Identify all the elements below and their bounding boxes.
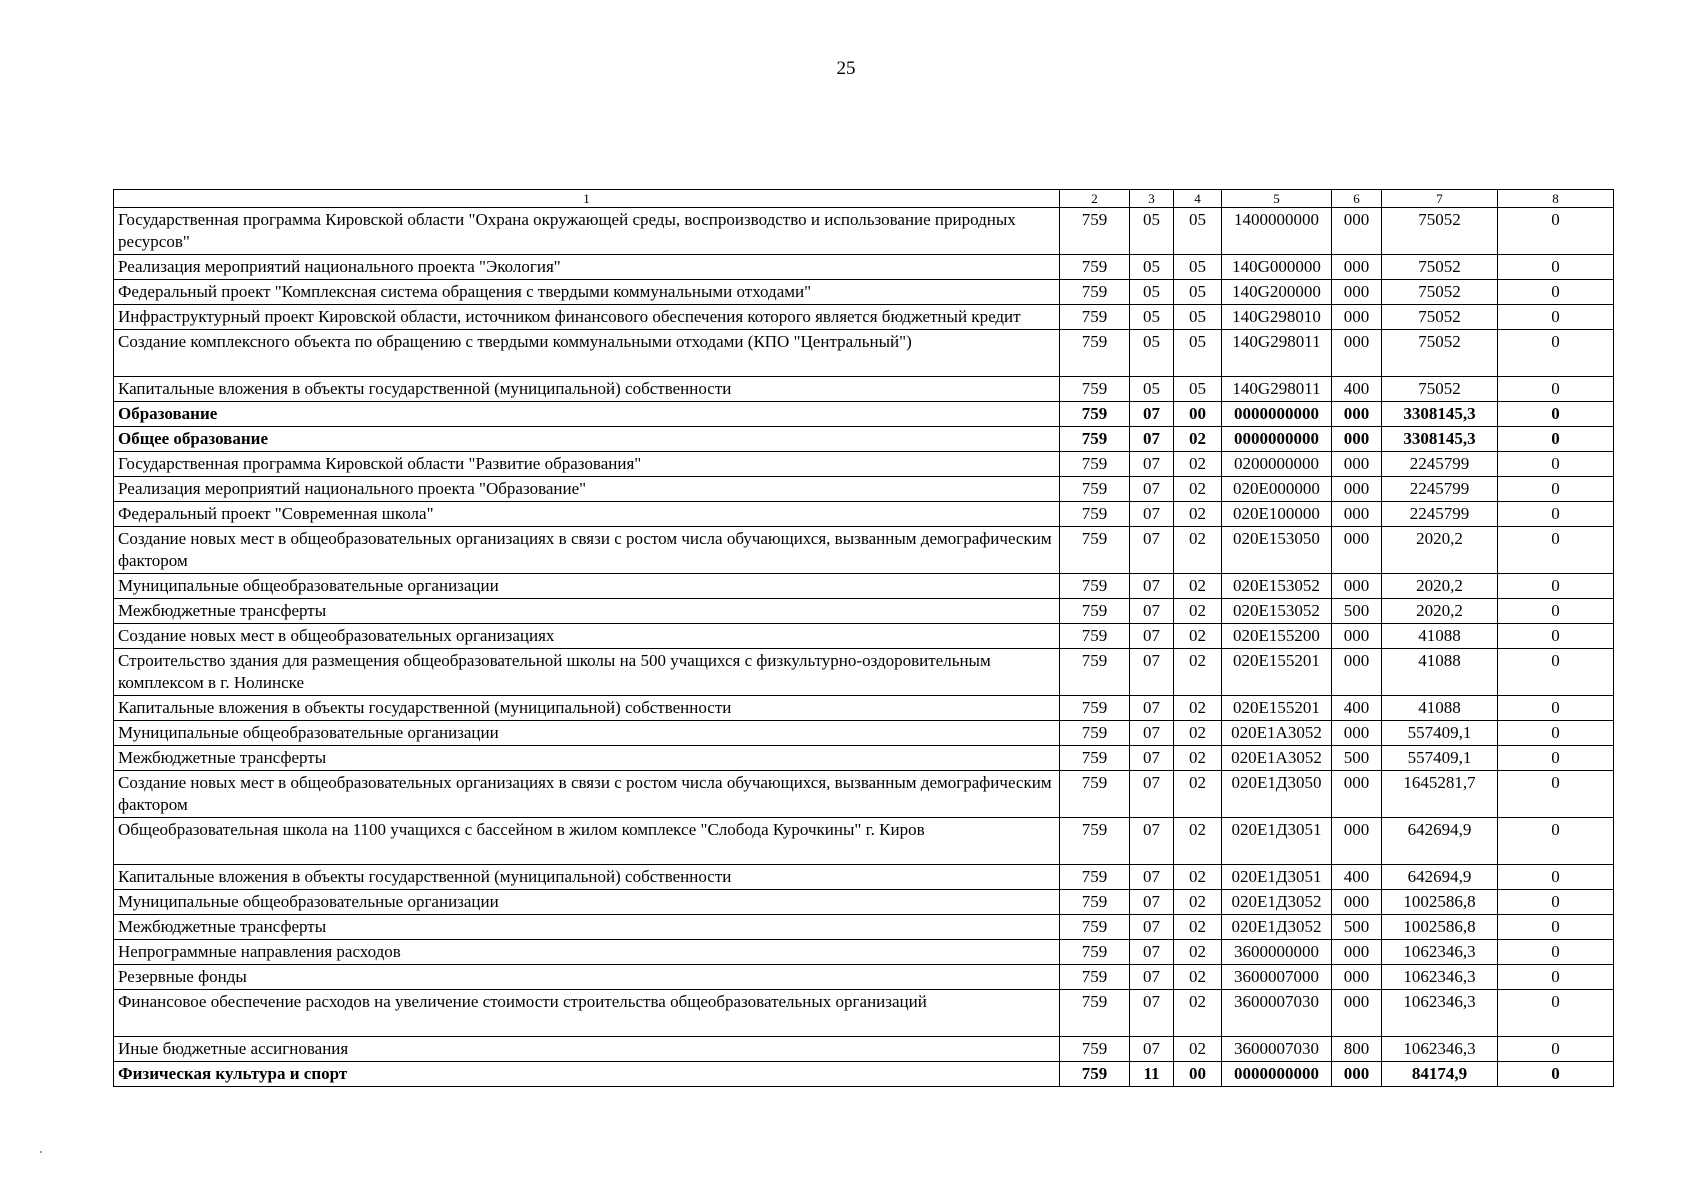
expense-type-cell: 500	[1332, 599, 1382, 624]
page-number: 25	[836, 58, 856, 79]
target-article-cell: 0000000000	[1222, 427, 1332, 452]
amount-2-cell: 0	[1498, 305, 1614, 330]
col-header-5: 5	[1222, 190, 1332, 208]
name: Муниципальные общеобразовательные организации	[114, 721, 1060, 746]
amount-cell: 557409,1	[1382, 721, 1498, 746]
expense-type-cell: 000	[1332, 305, 1382, 330]
expense-type-cell: 000	[1332, 1062, 1382, 1087]
amount-cell: 1062346,3	[1382, 940, 1498, 965]
subsection-cell: 02	[1174, 818, 1222, 865]
col-header-4: 4	[1174, 190, 1222, 208]
target-article-cell: 140G298011	[1222, 330, 1332, 377]
section-cell: 07	[1130, 574, 1174, 599]
subsection-cell: 02	[1174, 1037, 1222, 1062]
target-article-cell: 020E153050	[1222, 527, 1332, 574]
amount-cell: 1062346,3	[1382, 990, 1498, 1037]
amount-2-cell: 0	[1498, 402, 1614, 427]
section-cell: 07	[1130, 771, 1174, 818]
subsection-cell: 05	[1174, 377, 1222, 402]
target-article-cell: 020E1A3052	[1222, 721, 1332, 746]
ministry-code-cell: 759	[1060, 452, 1130, 477]
amount-cell: 1062346,3	[1382, 965, 1498, 990]
amount-2-cell: 0	[1498, 624, 1614, 649]
amount-2-cell: 0	[1498, 477, 1614, 502]
table-row	[114, 940, 1614, 965]
ministry-code-cell: 759	[1060, 818, 1130, 865]
amount-cell: 3308145,3	[1382, 402, 1498, 427]
name: Физическая культура и спорт	[114, 1062, 1060, 1087]
name: Общее образование	[114, 427, 1060, 452]
target-article-cell: 140G298011	[1222, 377, 1332, 402]
expense-type-cell: 000	[1332, 818, 1382, 865]
ministry-code-cell: 759	[1060, 574, 1130, 599]
section-cell: 07	[1130, 865, 1174, 890]
amount-2-cell: 0	[1498, 771, 1614, 818]
section-cell: 07	[1130, 477, 1174, 502]
scan-speck	[40, 1151, 42, 1153]
amount-cell: 41088	[1382, 696, 1498, 721]
amount-2-cell: 0	[1498, 255, 1614, 280]
amount-cell: 75052	[1382, 377, 1498, 402]
subsection-cell: 02	[1174, 452, 1222, 477]
table-row	[114, 818, 1614, 865]
subsection-cell: 02	[1174, 915, 1222, 940]
ministry-code-cell: 759	[1060, 990, 1130, 1037]
amount-cell: 1002586,8	[1382, 890, 1498, 915]
budget-table	[113, 189, 1614, 1087]
table-row	[114, 1037, 1614, 1062]
subsection-cell: 02	[1174, 746, 1222, 771]
ministry-code-cell: 759	[1060, 427, 1130, 452]
table-row	[114, 696, 1614, 721]
section-cell: 07	[1130, 696, 1174, 721]
name: Государственная программа Кировской области "Охрана окружающей среды, воспроизводство и использование природных ресурсов"	[114, 208, 1060, 255]
section-cell: 07	[1130, 915, 1174, 940]
target-article-cell: 3600007000	[1222, 965, 1332, 990]
expense-type-cell: 000	[1332, 427, 1382, 452]
ministry-code-cell: 759	[1060, 502, 1130, 527]
section-cell: 05	[1130, 208, 1174, 255]
col-header-2: 2	[1060, 190, 1130, 208]
col-header-6: 6	[1332, 190, 1382, 208]
ministry-code-cell: 759	[1060, 965, 1130, 990]
section-cell: 07	[1130, 624, 1174, 649]
subsection-cell: 00	[1174, 402, 1222, 427]
expense-type-cell: 000	[1332, 940, 1382, 965]
ministry-code-cell: 759	[1060, 771, 1130, 818]
table-row	[114, 402, 1614, 427]
name: Капитальные вложения в объекты государственной (муниципальной) собственности	[114, 377, 1060, 402]
target-article-cell: 020E153052	[1222, 599, 1332, 624]
table-row	[114, 502, 1614, 527]
target-article-cell: 020E100000	[1222, 502, 1332, 527]
subsection-cell: 02	[1174, 624, 1222, 649]
amount-2-cell: 0	[1498, 721, 1614, 746]
name: Реализация мероприятий национального проекта "Экология"	[114, 255, 1060, 280]
name: Федеральный проект "Современная школа"	[114, 502, 1060, 527]
amount-2-cell: 0	[1498, 427, 1614, 452]
expense-type-cell: 000	[1332, 624, 1382, 649]
target-article-cell: 020E155201	[1222, 696, 1332, 721]
name: Создание новых мест в общеобразовательных организациях в связи с ростом числа обучающихся, вызванным демографическим фактором	[114, 771, 1060, 818]
amount-2-cell: 0	[1498, 502, 1614, 527]
col-header-7: 7	[1382, 190, 1498, 208]
table-row	[114, 377, 1614, 402]
table-row	[114, 1062, 1614, 1087]
amount-2-cell: 0	[1498, 746, 1614, 771]
amount-cell: 642694,9	[1382, 865, 1498, 890]
subsection-cell: 02	[1174, 527, 1222, 574]
amount-2-cell: 0	[1498, 574, 1614, 599]
name: Реализация мероприятий национального проекта "Образование"	[114, 477, 1060, 502]
target-article-cell: 1400000000	[1222, 208, 1332, 255]
amount-cell: 642694,9	[1382, 818, 1498, 865]
amount-2-cell: 0	[1498, 1062, 1614, 1087]
table-row	[114, 771, 1614, 818]
amount-cell: 2020,2	[1382, 574, 1498, 599]
subsection-cell: 02	[1174, 574, 1222, 599]
expense-type-cell: 000	[1332, 255, 1382, 280]
name: Создание комплексного объекта по обращению с твердыми коммунальными отходами (КПО "Центральный")	[114, 330, 1060, 377]
amount-2-cell: 0	[1498, 599, 1614, 624]
subsection-cell: 05	[1174, 305, 1222, 330]
section-cell: 07	[1130, 1037, 1174, 1062]
amount-cell: 75052	[1382, 305, 1498, 330]
amount-2-cell: 0	[1498, 818, 1614, 865]
ministry-code-cell: 759	[1060, 746, 1130, 771]
expense-type-cell: 000	[1332, 771, 1382, 818]
amount-cell: 2245799	[1382, 452, 1498, 477]
section-cell: 07	[1130, 746, 1174, 771]
target-article-cell: 020E1Д3052	[1222, 890, 1332, 915]
amount-cell: 3308145,3	[1382, 427, 1498, 452]
subsection-cell: 05	[1174, 280, 1222, 305]
ministry-code-cell: 759	[1060, 865, 1130, 890]
amount-2-cell: 0	[1498, 527, 1614, 574]
section-cell: 07	[1130, 502, 1174, 527]
name: Межбюджетные трансферты	[114, 746, 1060, 771]
expense-type-cell: 000	[1332, 330, 1382, 377]
amount-2-cell: 0	[1498, 990, 1614, 1037]
subsection-cell: 02	[1174, 477, 1222, 502]
table-body	[114, 190, 1614, 1087]
name: Непрограммные направления расходов	[114, 940, 1060, 965]
table-row	[114, 890, 1614, 915]
ministry-code-cell: 759	[1060, 599, 1130, 624]
subsection-cell: 02	[1174, 990, 1222, 1037]
amount-cell: 557409,1	[1382, 746, 1498, 771]
target-article-cell: 020E155201	[1222, 649, 1332, 696]
target-article-cell: 020E1A3052	[1222, 746, 1332, 771]
target-article-cell: 3600007030	[1222, 990, 1332, 1037]
amount-cell: 75052	[1382, 255, 1498, 280]
subsection-cell: 02	[1174, 696, 1222, 721]
amount-cell: 2245799	[1382, 477, 1498, 502]
table-row	[114, 649, 1614, 696]
ministry-code-cell: 759	[1060, 1062, 1130, 1087]
name: Создание новых мест в общеобразовательных организациях	[114, 624, 1060, 649]
table-row	[114, 965, 1614, 990]
section-cell: 07	[1130, 599, 1174, 624]
expense-type-cell: 000	[1332, 574, 1382, 599]
ministry-code-cell: 759	[1060, 624, 1130, 649]
amount-2-cell: 0	[1498, 890, 1614, 915]
target-article-cell: 140G000000	[1222, 255, 1332, 280]
subsection-cell: 00	[1174, 1062, 1222, 1087]
subsection-cell: 02	[1174, 721, 1222, 746]
ministry-code-cell: 759	[1060, 255, 1130, 280]
table-row	[114, 255, 1614, 280]
table-row	[114, 915, 1614, 940]
target-article-cell: 020E000000	[1222, 477, 1332, 502]
expense-type-cell: 000	[1332, 208, 1382, 255]
name: Общеобразовательная школа на 1100 учащихся с бассейном в жилом комплексе "Слобода Курочкины" г. Киров	[114, 818, 1060, 865]
table-row	[114, 477, 1614, 502]
ministry-code-cell: 759	[1060, 721, 1130, 746]
amount-2-cell: 0	[1498, 377, 1614, 402]
name: Федеральный проект "Комплексная система обращения с твердыми коммунальными отходами"	[114, 280, 1060, 305]
name: Государственная программа Кировской области "Развитие образования"	[114, 452, 1060, 477]
amount-cell: 2020,2	[1382, 599, 1498, 624]
amount-cell: 1645281,7	[1382, 771, 1498, 818]
ministry-code-cell: 759	[1060, 696, 1130, 721]
name: Иные бюджетные ассигнования	[114, 1037, 1060, 1062]
section-cell: 05	[1130, 330, 1174, 377]
amount-2-cell: 0	[1498, 208, 1614, 255]
amount-cell: 84174,9	[1382, 1062, 1498, 1087]
subsection-cell: 02	[1174, 890, 1222, 915]
expense-type-cell: 000	[1332, 527, 1382, 574]
ministry-code-cell: 759	[1060, 477, 1130, 502]
table-row	[114, 427, 1614, 452]
amount-2-cell: 0	[1498, 649, 1614, 696]
section-cell: 07	[1130, 402, 1174, 427]
name: Межбюджетные трансферты	[114, 915, 1060, 940]
amount-cell: 2020,2	[1382, 527, 1498, 574]
subsection-cell: 05	[1174, 208, 1222, 255]
ministry-code-cell: 759	[1060, 280, 1130, 305]
name: Образование	[114, 402, 1060, 427]
target-article-cell: 020E155200	[1222, 624, 1332, 649]
section-cell: 07	[1130, 649, 1174, 696]
expense-type-cell: 000	[1332, 965, 1382, 990]
section-cell: 07	[1130, 818, 1174, 865]
ministry-code-cell: 759	[1060, 527, 1130, 574]
target-article-cell: 020E1Д3052	[1222, 915, 1332, 940]
target-article-cell: 0200000000	[1222, 452, 1332, 477]
table-row	[114, 599, 1614, 624]
target-article-cell: 020E1Д3051	[1222, 865, 1332, 890]
col-header-1: 1	[114, 190, 1060, 208]
amount-2-cell: 0	[1498, 452, 1614, 477]
ministry-code-cell: 759	[1060, 305, 1130, 330]
subsection-cell: 05	[1174, 330, 1222, 377]
section-cell: 07	[1130, 427, 1174, 452]
ministry-code-cell: 759	[1060, 208, 1130, 255]
table-row	[114, 746, 1614, 771]
table-row	[114, 865, 1614, 890]
section-cell: 07	[1130, 965, 1174, 990]
ministry-code-cell: 759	[1060, 649, 1130, 696]
subsection-cell: 05	[1174, 255, 1222, 280]
target-article-cell: 3600007030	[1222, 1037, 1332, 1062]
table-row	[114, 527, 1614, 574]
table-row	[114, 208, 1614, 255]
expense-type-cell: 800	[1332, 1037, 1382, 1062]
expense-type-cell: 000	[1332, 402, 1382, 427]
col-header-3: 3	[1130, 190, 1174, 208]
section-cell: 05	[1130, 305, 1174, 330]
expense-type-cell: 500	[1332, 746, 1382, 771]
expense-type-cell: 500	[1332, 915, 1382, 940]
table-row	[114, 452, 1614, 477]
col-header-8: 8	[1498, 190, 1614, 208]
subsection-cell: 02	[1174, 502, 1222, 527]
section-cell: 07	[1130, 990, 1174, 1037]
amount-2-cell: 0	[1498, 330, 1614, 377]
subsection-cell: 02	[1174, 599, 1222, 624]
expense-type-cell: 000	[1332, 280, 1382, 305]
table-row	[114, 330, 1614, 377]
target-article-cell: 020E153052	[1222, 574, 1332, 599]
amount-2-cell: 0	[1498, 280, 1614, 305]
amount-2-cell: 0	[1498, 865, 1614, 890]
amount-2-cell: 0	[1498, 915, 1614, 940]
section-cell: 07	[1130, 940, 1174, 965]
section-cell: 05	[1130, 280, 1174, 305]
amount-2-cell: 0	[1498, 965, 1614, 990]
expense-type-cell: 400	[1332, 377, 1382, 402]
expense-type-cell: 000	[1332, 477, 1382, 502]
table-row	[114, 280, 1614, 305]
amount-cell: 2245799	[1382, 502, 1498, 527]
subsection-cell: 02	[1174, 965, 1222, 990]
name: Строительство здания для размещения общеобразовательной школы на 500 учащихся с физкультурно-оздоровительным комплексом в г. Нолинске	[114, 649, 1060, 696]
amount-2-cell: 0	[1498, 940, 1614, 965]
expense-type-cell: 000	[1332, 452, 1382, 477]
ministry-code-cell: 759	[1060, 330, 1130, 377]
expense-type-cell: 400	[1332, 696, 1382, 721]
section-cell: 07	[1130, 527, 1174, 574]
amount-cell: 75052	[1382, 280, 1498, 305]
target-article-cell: 140G298010	[1222, 305, 1332, 330]
name: Муниципальные общеобразовательные организации	[114, 890, 1060, 915]
subsection-cell: 02	[1174, 940, 1222, 965]
table-row	[114, 721, 1614, 746]
target-article-cell: 3600000000	[1222, 940, 1332, 965]
table-row	[114, 305, 1614, 330]
subsection-cell: 02	[1174, 427, 1222, 452]
section-cell: 05	[1130, 255, 1174, 280]
subsection-cell: 02	[1174, 865, 1222, 890]
table-row	[114, 574, 1614, 599]
name: Муниципальные общеобразовательные организации	[114, 574, 1060, 599]
target-article-cell: 020E1Д3050	[1222, 771, 1332, 818]
name: Капитальные вложения в объекты государственной (муниципальной) собственности	[114, 696, 1060, 721]
amount-cell: 1002586,8	[1382, 915, 1498, 940]
column-number-header-row	[114, 190, 1614, 208]
expense-type-cell: 000	[1332, 721, 1382, 746]
ministry-code-cell: 759	[1060, 402, 1130, 427]
table-row	[114, 624, 1614, 649]
ministry-code-cell: 759	[1060, 1037, 1130, 1062]
ministry-code-cell: 759	[1060, 890, 1130, 915]
section-cell: 05	[1130, 377, 1174, 402]
ministry-code-cell: 759	[1060, 377, 1130, 402]
target-article-cell: 0000000000	[1222, 1062, 1332, 1087]
amount-2-cell: 0	[1498, 696, 1614, 721]
name: Резервные фонды	[114, 965, 1060, 990]
section-cell: 07	[1130, 721, 1174, 746]
name: Финансовое обеспечение расходов на увеличение стоимости строительства общеобразовательных организаций	[114, 990, 1060, 1037]
subsection-cell: 02	[1174, 649, 1222, 696]
ministry-code-cell: 759	[1060, 940, 1130, 965]
section-cell: 11	[1130, 1062, 1174, 1087]
name: Капитальные вложения в объекты государственной (муниципальной) собственности	[114, 865, 1060, 890]
expense-type-cell: 000	[1332, 649, 1382, 696]
expense-type-cell: 000	[1332, 890, 1382, 915]
name: Инфраструктурный проект Кировской области, источником финансового обеспечения которого является бюджетный кредит	[114, 305, 1060, 330]
expense-type-cell: 000	[1332, 990, 1382, 1037]
target-article-cell: 140G200000	[1222, 280, 1332, 305]
expense-type-cell: 400	[1332, 865, 1382, 890]
amount-cell: 75052	[1382, 208, 1498, 255]
section-cell: 07	[1130, 452, 1174, 477]
amount-cell: 75052	[1382, 330, 1498, 377]
name: Создание новых мест в общеобразовательных организациях в связи с ростом числа обучающихся, вызванным демографическим фактором	[114, 527, 1060, 574]
amount-cell: 41088	[1382, 624, 1498, 649]
section-cell: 07	[1130, 890, 1174, 915]
table-row	[114, 990, 1614, 1037]
ministry-code-cell: 759	[1060, 915, 1130, 940]
target-article-cell: 0000000000	[1222, 402, 1332, 427]
amount-cell: 41088	[1382, 649, 1498, 696]
target-article-cell: 020E1Д3051	[1222, 818, 1332, 865]
expense-type-cell: 000	[1332, 502, 1382, 527]
subsection-cell: 02	[1174, 771, 1222, 818]
name: Межбюджетные трансферты	[114, 599, 1060, 624]
amount-cell: 1062346,3	[1382, 1037, 1498, 1062]
amount-2-cell: 0	[1498, 1037, 1614, 1062]
